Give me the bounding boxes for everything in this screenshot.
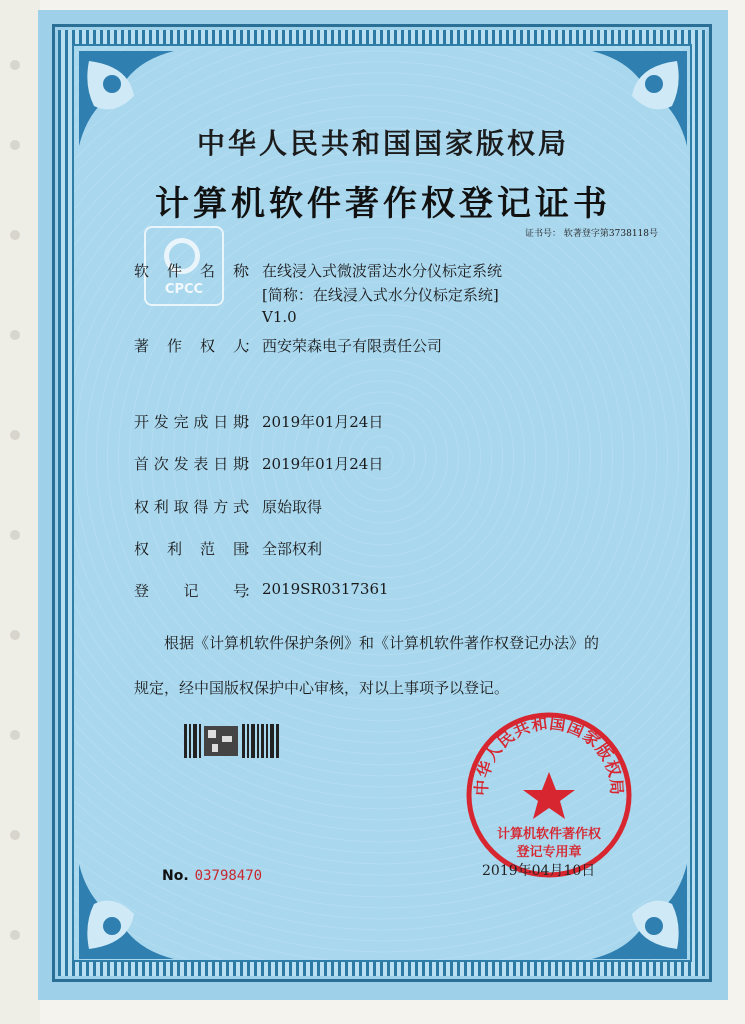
- label-char: 期: [232, 413, 248, 431]
- label-char: 次: [153, 455, 169, 473]
- label-char: 日: [213, 455, 229, 473]
- field-label: [134, 411, 248, 432]
- label-char: 号: [232, 582, 248, 600]
- serial-value: 03798470: [194, 868, 263, 884]
- colon: ：: [244, 413, 260, 431]
- certificate: [38, 10, 728, 1000]
- software-short-name: [简称：在线浸入式水分仪标定系统]: [262, 286, 499, 304]
- label-char: 日: [213, 413, 229, 431]
- label-char: 作: [166, 337, 182, 355]
- acquisition-method-value: 原始取得: [262, 498, 323, 516]
- label-char: 记: [183, 582, 199, 600]
- label-char: 围: [232, 540, 248, 558]
- field-label: [134, 496, 248, 517]
- colon: ：: [244, 455, 260, 473]
- binder-strip: [0, 0, 40, 1024]
- punch-hole: [10, 530, 20, 540]
- field-label: [134, 453, 248, 474]
- punch-hole: [10, 60, 20, 70]
- rights-scope-value: 全部权利: [262, 540, 323, 558]
- seal-ring-text: 中华人民共和国国家版权局: [471, 713, 627, 797]
- label-char: 称: [232, 262, 248, 280]
- serial-label: No.: [162, 868, 189, 884]
- colon: ：: [244, 582, 260, 600]
- punch-hole: [10, 630, 20, 640]
- label-char: 发: [173, 455, 189, 473]
- registration-number-value: 2019SR0317361: [262, 580, 389, 598]
- label-char: 首: [134, 455, 150, 473]
- label-char: 利: [153, 498, 169, 516]
- field-label: [134, 538, 248, 559]
- punch-hole: [10, 140, 20, 150]
- label-char: 著: [134, 337, 150, 355]
- colon: ：: [244, 262, 260, 280]
- software-version: V1.0: [262, 308, 297, 326]
- label-char: 成: [193, 413, 209, 431]
- colon: ：: [244, 498, 260, 516]
- label-char: 取: [173, 498, 189, 516]
- label-char: 登: [134, 582, 150, 600]
- label-char: 得: [193, 498, 209, 516]
- colon: ：: [244, 540, 260, 558]
- label-char: 软: [134, 262, 150, 280]
- label-char: 权: [199, 337, 215, 355]
- official-seal-icon: [464, 710, 634, 880]
- label-char: 完: [173, 413, 189, 431]
- colon: ：: [244, 337, 260, 355]
- field-label: [134, 580, 248, 601]
- software-name-value: 在线浸入式微波雷达水分仪标定系统: [262, 262, 503, 280]
- field-label: [134, 260, 248, 281]
- label-char: 名: [199, 262, 215, 280]
- label-char: 件: [166, 262, 182, 280]
- punch-hole: [10, 230, 20, 240]
- logo-text: CPCC: [164, 282, 204, 297]
- punch-hole: [10, 930, 20, 940]
- copyright-holder-value: 西安荣森电子有限责任公司: [262, 337, 443, 355]
- statement-line-2: 规定，经中国版权保护中心审核，对以上事项予以登记。: [134, 679, 510, 697]
- field-software-name: [38, 260, 728, 340]
- statement-line-1: 根据《计算机软件保护条例》和《计算机软件著作权登记办法》的: [164, 634, 600, 652]
- barcode-icon: [184, 722, 284, 760]
- label-char: 范: [199, 540, 215, 558]
- field-label: [134, 335, 248, 356]
- label-char: 利: [166, 540, 182, 558]
- label-char: 式: [232, 498, 248, 516]
- punch-hole: [10, 730, 20, 740]
- label-char: 表: [193, 455, 209, 473]
- serial-number: [162, 868, 262, 884]
- publish-date-value: 2019年01月24日: [262, 455, 384, 473]
- label-char: 期: [232, 455, 248, 473]
- issue-date: 2019年04月10日: [482, 863, 596, 879]
- label-char: 方: [213, 498, 229, 516]
- seal-line-2: 登记专用章: [516, 845, 582, 860]
- punch-hole: [10, 330, 20, 340]
- label-char: 开: [134, 413, 150, 431]
- certificate-title: 计算机软件著作权登记证书: [155, 184, 611, 224]
- punch-hole: [10, 830, 20, 840]
- punch-hole: [10, 430, 20, 440]
- label-char: 权: [134, 540, 150, 558]
- label-char: 权: [134, 498, 150, 516]
- issuer-title: 中华人民共和国国家版权局: [196, 127, 569, 160]
- completion-date-value: 2019年01月24日: [262, 413, 384, 431]
- label-char: 人: [232, 337, 248, 355]
- seal-line-1: 计算机软件著作权: [496, 827, 602, 842]
- certificate-number: 证书号： 软著登字第3738118号: [525, 229, 658, 239]
- label-char: 发: [153, 413, 169, 431]
